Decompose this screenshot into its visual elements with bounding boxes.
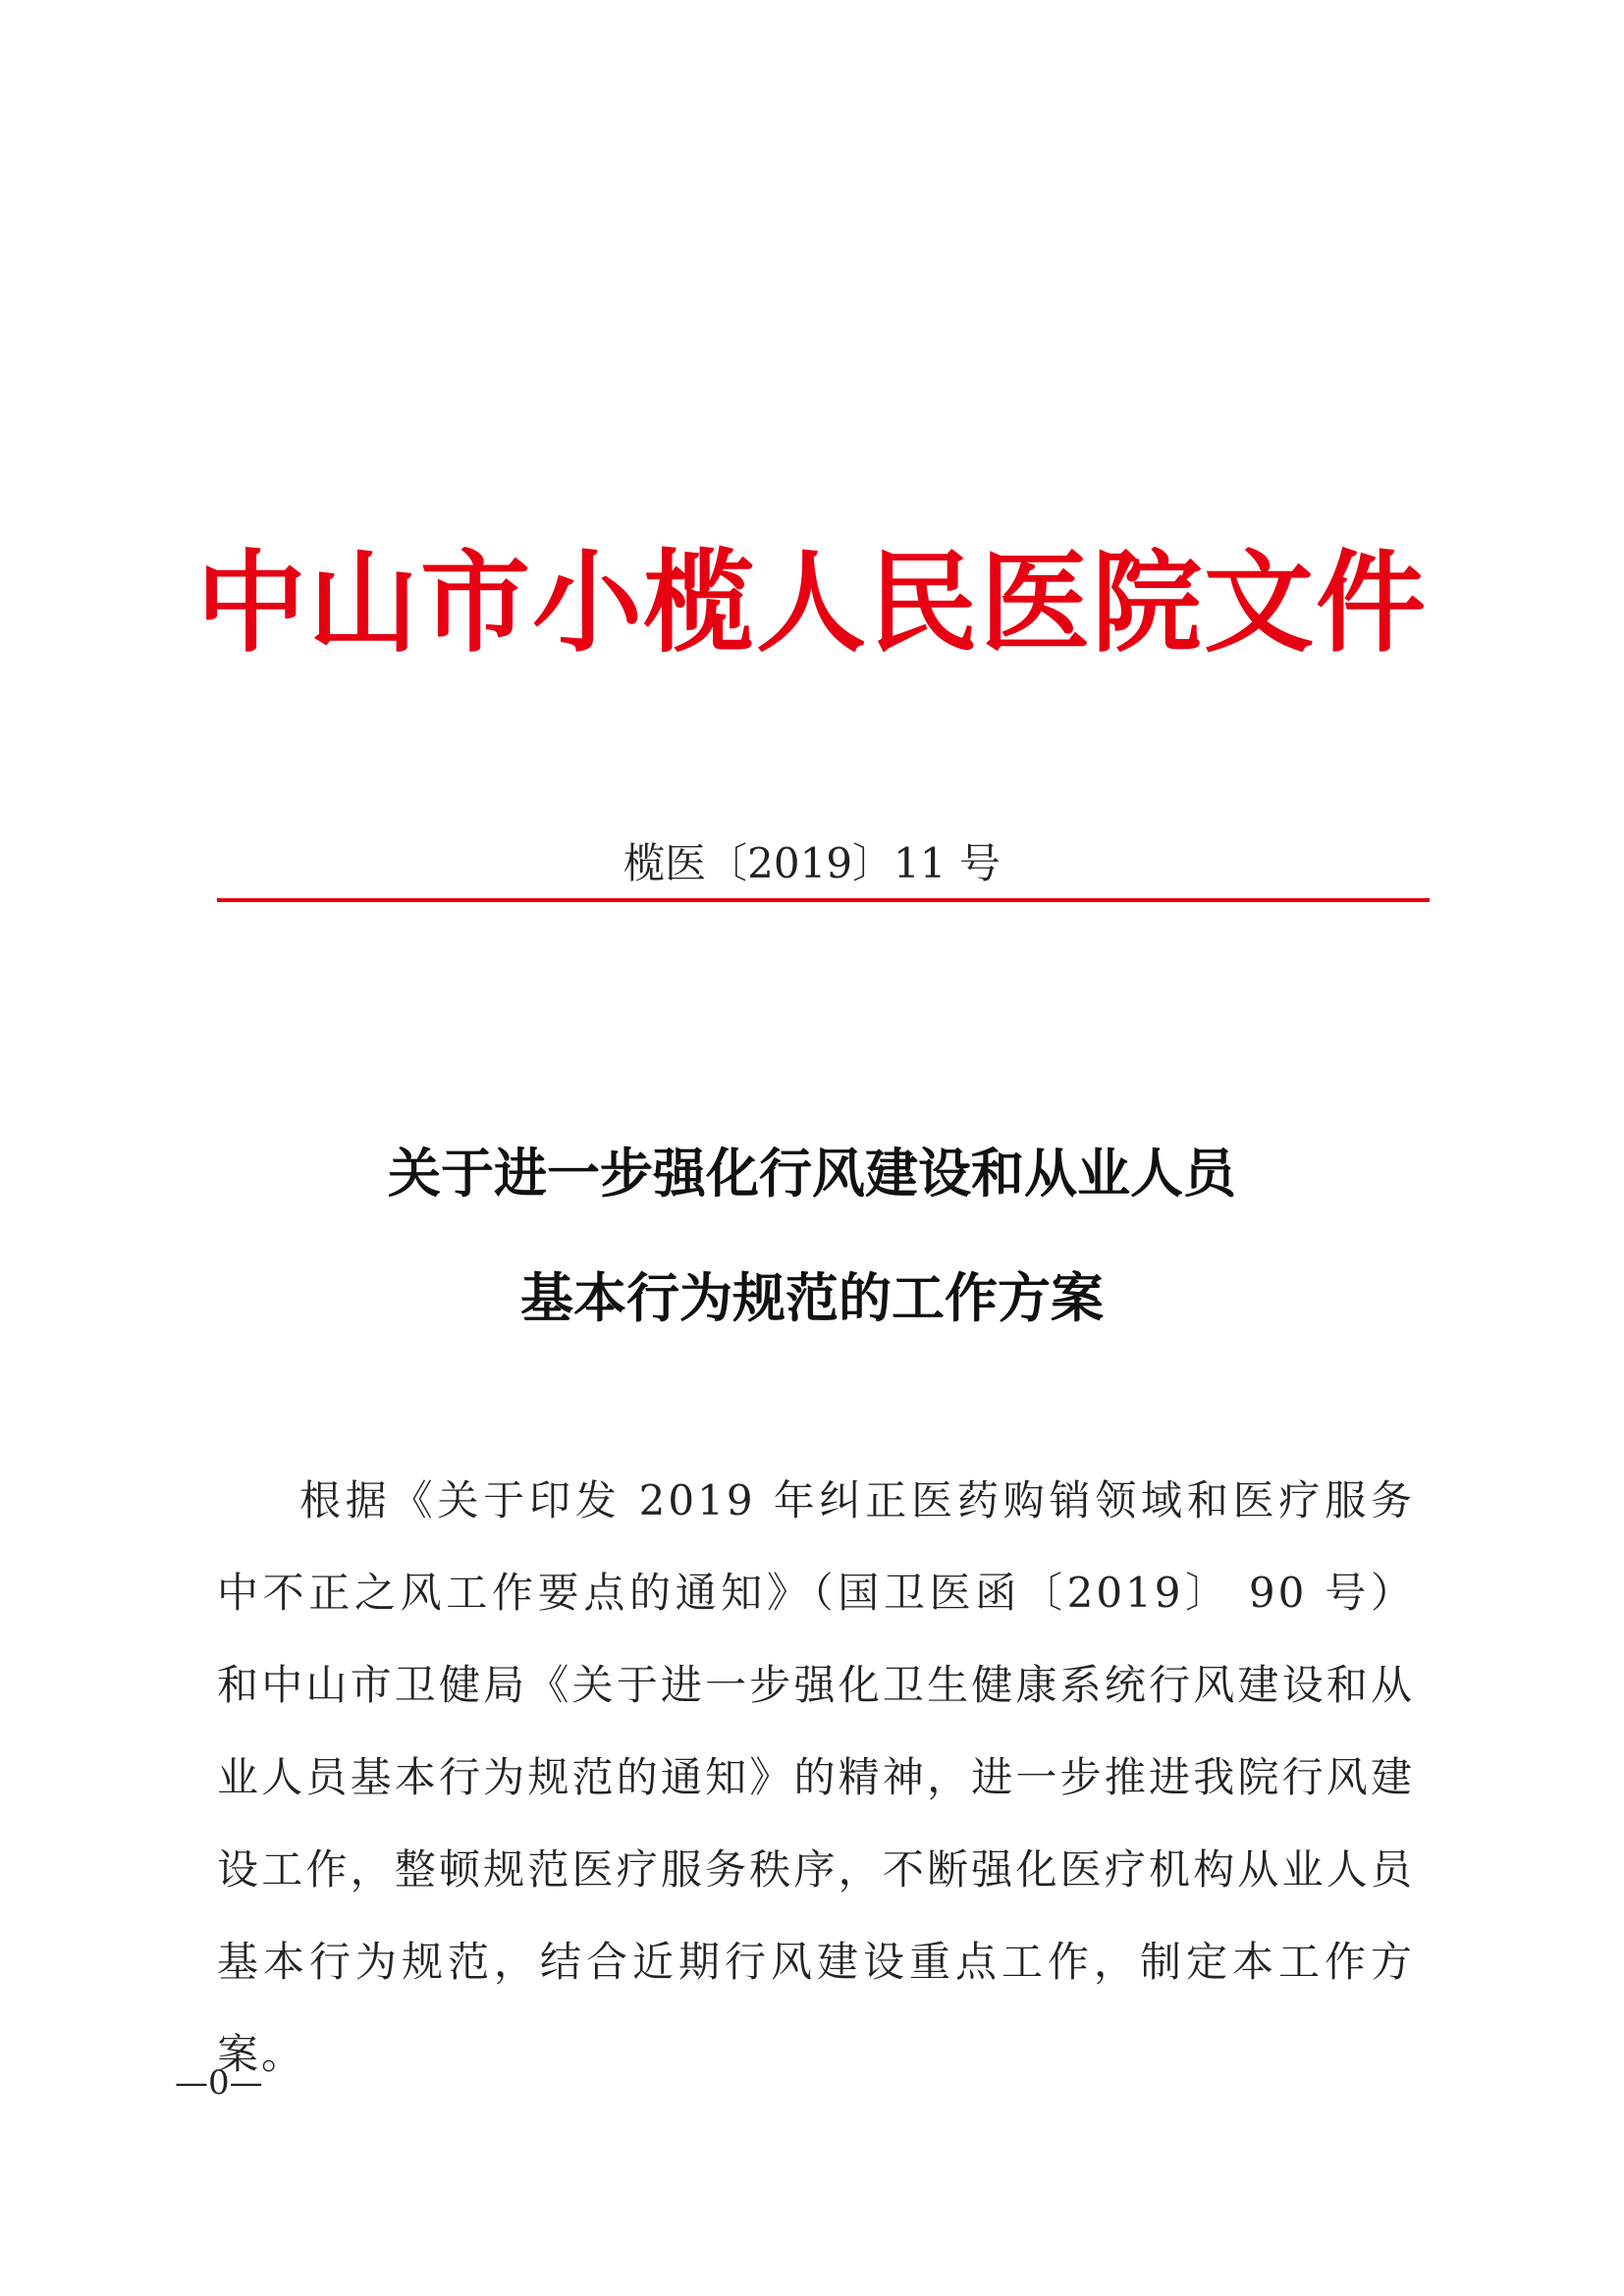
document-title-line-2: 基本行为规范的工作方案 [520,1266,1104,1329]
issuer-header: 中山市小榄人民医院文件 [196,539,1428,667]
body-paragraph: 根据《关于印发 2019 年纠正医药购销领域和医疗服务中不正之风工作要点的通知》（国卫医函〔2019〕 90 号）和中山市卫健局《关于进一步强化卫生健康系统行风建设和从业人员基本行为规范的通知》的精神，进一步推进我院行风建设工作，整顿规范医疗服务秩序，不断强化医疗机构从业人员基本行为规范，结合近期行风建设重点工作，制定本工作方案。 [217,1476,1415,2078]
document-title-line-1: 关于进一步强化行风建设和从业人员 [388,1142,1236,1204]
page-number: —0— [175,2063,263,2103]
document-number: 榄医〔2019〕11 号 [623,839,1001,887]
header-divider [217,898,1430,902]
